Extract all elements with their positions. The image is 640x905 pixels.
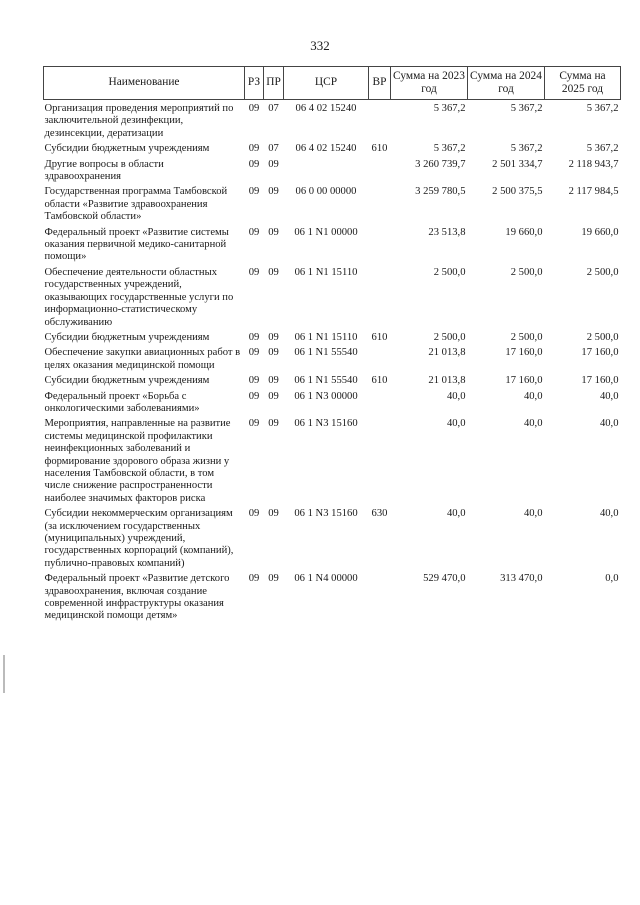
cell-sum-2025: 2 117 984,5 [568, 186, 619, 198]
cell-sum-2024: 17 160,0 [505, 347, 543, 359]
cell-sum-2025: 2 118 943,7 [568, 158, 619, 170]
cell-sum-2024: 40,0 [523, 508, 543, 520]
cell-name: Субсидии бюджетным учреждениям [44, 143, 210, 155]
cell-vr: 610 [371, 331, 388, 343]
cell-pr: 07 [268, 143, 279, 155]
cell-pr: 09 [268, 418, 279, 430]
cell-csr: 06 1 N1 55540 [294, 347, 358, 359]
cell-sum-2025: 5 367,2 [586, 143, 619, 155]
cell-name: Организация проведения мероприятий по заключительной дезинфекции, дезинсекции, дератизации [44, 103, 234, 139]
cell-rz: 09 [248, 331, 260, 343]
cell-rz: 09 [248, 390, 260, 402]
table-row [44, 372, 621, 387]
cell-vr: 630 [371, 508, 388, 520]
cell-pr: 07 [268, 103, 279, 114]
cell-sum-2024: 2 500,0 [510, 266, 543, 278]
table-row [44, 505, 621, 570]
header-sum-2025: Сумма на 2025 год [545, 67, 621, 100]
cell-name: Другие вопросы в области здравоохранения [44, 158, 164, 183]
cell-name: Федеральный проект «Развитие системы оказания первичной медико-санитарной помощи» [44, 226, 229, 263]
cell-sum-2024: 5 367,2 [510, 143, 543, 155]
cell-sum-2024: 19 660,0 [505, 226, 543, 238]
table-row [44, 224, 621, 264]
cell-csr: 06 1 N3 15160 [294, 508, 358, 520]
cell-sum-2024: 17 160,0 [505, 375, 543, 387]
cell-rz: 09 [248, 573, 260, 585]
cell-sum-2023: 529 470,0 [423, 573, 466, 585]
cell-sum-2025: 5 367,2 [586, 103, 619, 114]
header-pr: ПР [264, 67, 284, 100]
cell-csr: 06 4 02 15240 [295, 143, 357, 155]
table-row [44, 388, 621, 416]
page-number: 332 [310, 38, 330, 53]
cell-vr [369, 183, 391, 223]
cell-name: Субсидии бюджетным учреждениям [44, 331, 210, 343]
cell-vr [369, 156, 391, 184]
cell-name: Обеспечение закупки авиационных работ в целях оказания медицинской помощи [44, 347, 241, 371]
cell-rz: 09 [248, 418, 260, 430]
cell-csr: 06 1 N3 15160 [294, 418, 358, 430]
budget-table [43, 66, 621, 623]
header-sum-2024: Сумма на 2024 год [468, 67, 545, 100]
cell-csr: 06 0 00 00000 [295, 186, 357, 198]
cell-sum-2023: 21 013,8 [428, 375, 466, 387]
cell-csr: 06 1 N1 15110 [294, 266, 358, 278]
cell-pr: 09 [268, 266, 279, 278]
cell-rz: 09 [248, 143, 260, 155]
cell-sum-2025: 17 160,0 [581, 375, 619, 387]
cell-csr: 06 1 N3 00000 [294, 390, 358, 402]
cell-sum-2024: 40,0 [523, 418, 543, 430]
cell-name: Мероприятия, направленные на развитие системы медицинской профилактики неинфекционных заболеваний и формирование здорового образа жизни у населения Тамбовской области, в том числе снижение распространенности наиболее значимых факторов риска [44, 418, 231, 504]
cell-vr: 610 [371, 375, 388, 387]
cell-pr: 09 [268, 375, 279, 387]
cell-rz: 09 [248, 158, 260, 170]
table-row [44, 344, 621, 372]
cell-vr [369, 100, 391, 141]
cell-sum-2023: 40,0 [446, 508, 466, 520]
cell-sum-2025: 2 500,0 [586, 331, 619, 343]
cell-rz: 09 [248, 347, 260, 359]
cell-csr: 06 1 N1 15110 [294, 331, 358, 343]
header-sum-2023: Сумма на 2023 год [391, 67, 468, 100]
cell-name: Федеральный проект «Борьба с онкологическими заболеваниями» [44, 390, 200, 414]
cell-pr: 09 [268, 508, 279, 520]
cell-csr [284, 156, 369, 184]
cell-sum-2023: 21 013,8 [428, 347, 466, 359]
cell-sum-2023: 3 260 739,7 [415, 158, 466, 170]
cell-vr [369, 264, 391, 329]
cell-name: Государственная программа Тамбовской области «Развитие здравоохранения Тамбовской области» [44, 186, 228, 223]
cell-sum-2023: 2 500,0 [433, 331, 466, 343]
cell-name: Субсидии некоммерческим организациям (за исключением государственных (муниципальных) учреждений, государственных корпораций (компаний), публично-правовых компаний) [44, 508, 234, 569]
cell-sum-2023: 5 367,2 [433, 143, 466, 155]
cell-pr: 09 [268, 331, 279, 343]
cell-csr: 06 1 N1 00000 [294, 226, 358, 238]
cell-pr: 09 [268, 573, 279, 585]
table-row [44, 183, 621, 223]
cell-sum-2024: 2 501 334,7 [492, 158, 543, 170]
table-row [44, 329, 621, 344]
cell-vr [369, 388, 391, 416]
cell-name: Субсидии бюджетным учреждениям [44, 375, 210, 387]
cell-sum-2025: 40,0 [599, 390, 619, 402]
cell-name: Обеспечение деятельности областных государственных учреждений, оказывающих государственные услуги по информационно-статистическому обслуживанию [44, 266, 234, 328]
cell-pr: 09 [268, 226, 279, 238]
cell-sum-2024: 40,0 [523, 390, 543, 402]
cell-vr [369, 570, 391, 623]
header-csr: ЦСР [284, 67, 369, 100]
cell-sum-2024: 5 367,2 [510, 103, 543, 114]
cell-rz: 09 [248, 266, 260, 278]
cell-vr: 610 [371, 143, 388, 155]
table-row [44, 415, 621, 505]
cell-sum-2025: 0,0 [605, 573, 619, 585]
cell-vr [369, 224, 391, 264]
cell-sum-2024: 2 500 375,5 [492, 186, 543, 198]
cell-sum-2023: 40,0 [446, 418, 466, 430]
cell-sum-2025: 40,0 [599, 418, 619, 430]
cell-pr: 09 [268, 158, 279, 170]
cell-csr: 06 1 N1 55540 [294, 375, 358, 387]
table-row [44, 140, 621, 155]
table-row [44, 570, 621, 623]
cell-sum-2024: 2 500,0 [510, 331, 543, 343]
cell-pr: 09 [268, 347, 279, 359]
cell-rz: 09 [248, 375, 260, 387]
cell-sum-2023: 40,0 [446, 390, 466, 402]
cell-pr: 09 [268, 186, 279, 198]
table-row [44, 156, 621, 184]
cell-vr [369, 415, 391, 505]
table-row [44, 264, 621, 329]
cell-csr: 06 1 N4 00000 [294, 573, 358, 585]
table-header-row [44, 67, 621, 100]
cell-sum-2025: 2 500,0 [586, 266, 619, 278]
cell-rz: 09 [248, 508, 260, 520]
cell-rz: 09 [248, 226, 260, 238]
header-rz: РЗ [245, 67, 264, 100]
cell-name: Федеральный проект «Развитие детского здравоохранения, включая создание современной инфраструктуры оказания медицинской помощи детям» [44, 573, 230, 622]
table-body [44, 100, 621, 623]
cell-rz: 09 [248, 103, 260, 114]
cell-sum-2023: 5 367,2 [433, 103, 466, 114]
cell-sum-2023: 2 500,0 [433, 266, 466, 278]
scan-margin-mark [3, 655, 5, 693]
cell-sum-2025: 17 160,0 [581, 347, 619, 359]
cell-sum-2023: 3 259 780,5 [415, 186, 466, 198]
cell-sum-2024: 313 470,0 [500, 573, 543, 585]
cell-pr: 09 [268, 390, 279, 402]
cell-sum-2025: 40,0 [599, 508, 619, 520]
header-name: Наименование [44, 67, 245, 100]
cell-vr [369, 344, 391, 372]
table-row [44, 100, 621, 141]
cell-sum-2025: 19 660,0 [581, 226, 619, 238]
header-vr: ВР [369, 67, 391, 100]
cell-sum-2023: 23 513,8 [428, 226, 466, 238]
cell-csr: 06 4 02 15240 [295, 103, 357, 114]
cell-rz: 09 [248, 186, 260, 198]
